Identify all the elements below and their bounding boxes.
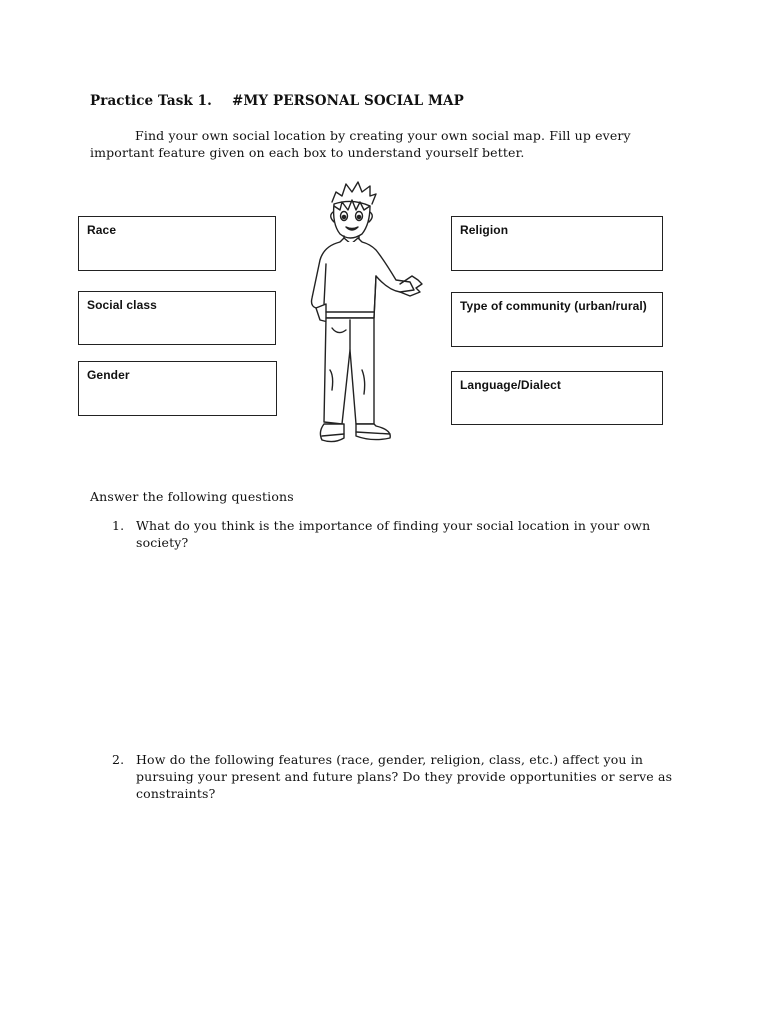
task-title: #MY PERSONAL SOCIAL MAP	[231, 93, 464, 109]
language-dialect-box[interactable]	[451, 371, 663, 425]
question-1-text: What do you think is the importance of finding your social location in your own society?	[136, 518, 651, 550]
community-type-label: Type of community (urban/rural)	[460, 299, 647, 313]
language-dialect-label: Language/Dialect	[460, 378, 561, 392]
gender-box[interactable]	[78, 361, 277, 416]
question-2-number: 2.	[112, 752, 125, 767]
intro-paragraph	[90, 127, 670, 161]
question-1-number: 1.	[112, 518, 125, 533]
intro-text: Find your own social location by creating your own social map. Fill up every important feature given on each box to understand yourself better.	[90, 128, 631, 160]
social-class-label: Social class	[87, 298, 157, 312]
gender-label: Gender	[87, 368, 130, 382]
questions-heading: Answer the following questions	[90, 489, 294, 504]
race-label: Race	[87, 223, 117, 237]
race-box[interactable]	[78, 216, 276, 271]
boy-illustration	[296, 180, 436, 450]
task-label: Practice Task 1.	[90, 93, 212, 109]
religion-box[interactable]	[451, 216, 663, 271]
social-class-box[interactable]	[78, 291, 276, 345]
question-1	[112, 517, 692, 551]
page-title	[90, 93, 464, 109]
question-2-text: How do the following features (race, gender, religion, class, etc.) affect you in pursuing your present and future plans? Do they provide opportunities or serve as constraints?	[136, 752, 673, 801]
religion-label: Religion	[460, 223, 509, 237]
question-2	[112, 751, 692, 802]
community-type-box[interactable]	[451, 292, 663, 347]
